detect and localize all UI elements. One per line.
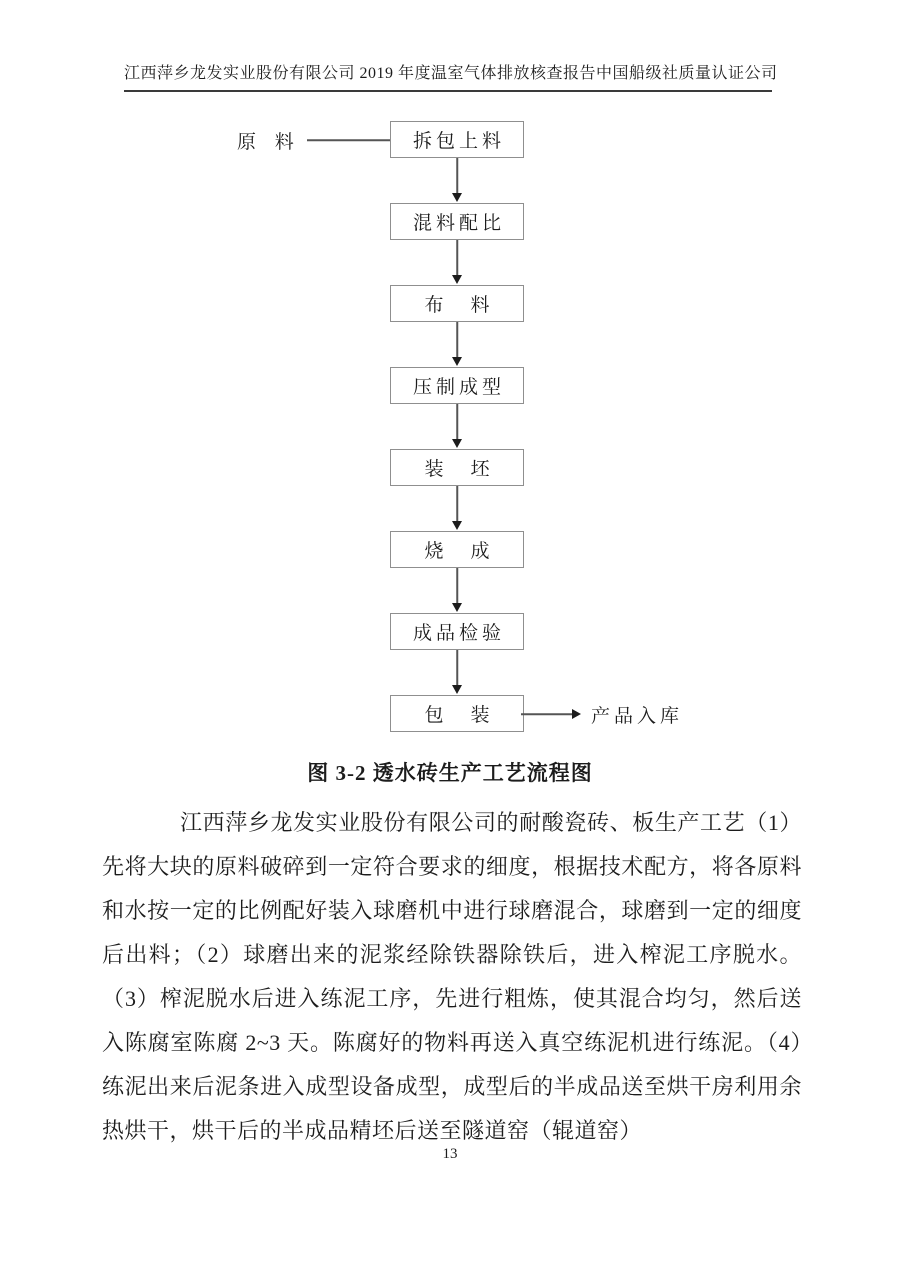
- arrow-line: [456, 322, 458, 358]
- arrow-head-icon: [452, 193, 462, 202]
- arrow-head-icon: [452, 439, 462, 448]
- down-arrow-icon: [451, 650, 463, 695]
- arrow-line: [307, 139, 396, 141]
- arrow-line: [456, 486, 458, 522]
- report-header: 江西萍乡龙发实业股份有限公司 2019 年度温室气体排放核查报告中国船级社质量认证公司: [124, 60, 772, 92]
- flow-output-row: [521, 700, 683, 728]
- flow-step-6: 烧 成: [390, 531, 524, 568]
- arrow-head-icon: [452, 357, 462, 366]
- flow-step-3: 布 料: [390, 285, 524, 322]
- arrow-line: [456, 568, 458, 604]
- down-arrow-icon: [451, 322, 463, 367]
- figure-caption: 图 3-2 透水砖生产工艺流程图: [307, 761, 593, 785]
- down-arrow-icon: [451, 404, 463, 449]
- right-arrow-icon: [521, 708, 581, 720]
- arrow-head-icon: [452, 275, 462, 284]
- arrow-line: [456, 240, 458, 276]
- down-arrow-icon: [451, 486, 463, 531]
- flow-column: [390, 121, 524, 732]
- flow-step-2: 混料配比: [390, 203, 524, 240]
- arrow-line: [456, 650, 458, 686]
- down-arrow-icon: [451, 158, 463, 203]
- arrow-line: [456, 404, 458, 440]
- flow-step-7: 成品检验: [390, 613, 524, 650]
- flow-step-8: 包 装: [390, 695, 524, 732]
- flow-step-5: 装 坯: [390, 449, 524, 486]
- arrow-line: [521, 713, 573, 715]
- arrow-head-icon: [572, 709, 581, 719]
- raw-material-label: 原 料: [237, 131, 301, 153]
- page-number: 13: [442, 1146, 458, 1162]
- flow-step-1: 拆包上料: [390, 121, 524, 158]
- arrow-line: [456, 158, 458, 194]
- down-arrow-icon: [451, 568, 463, 613]
- flow-step-4: 压制成型: [390, 367, 524, 404]
- flow-input-row: [237, 126, 404, 154]
- arrow-head-icon: [452, 685, 462, 694]
- down-arrow-icon: [451, 240, 463, 285]
- body-paragraph: 江西萍乡龙发实业股份有限公司的耐酸瓷砖、板生产工艺（1）先将大块的原料破碎到一定符合要求的细度，根据技术配方，将各原料和水按一定的比例配好装入球磨机中进行球磨混合，球磨到一定的细度后出料；（2）球磨出来的泥浆经除铁器除铁后，进入榨泥工序脱水。（3）榨泥脱水后进入练泥工序，先进行粗炼，使其混合均匀，然后送入陈腐室陈腐 2~3 天。陈腐好的物料再送入真空练泥机进行练泥。（4）练泥出来后泥条进入成型设备成型，成型后的半成品送至烘干房利用余热烘干，烘干后的半成品精坯后送至隧道窑（辊道窑）: [102, 810, 802, 1143]
- arrow-head-icon: [452, 603, 462, 612]
- arrow-head-icon: [452, 521, 462, 530]
- warehouse-label: 产品入库: [591, 705, 684, 727]
